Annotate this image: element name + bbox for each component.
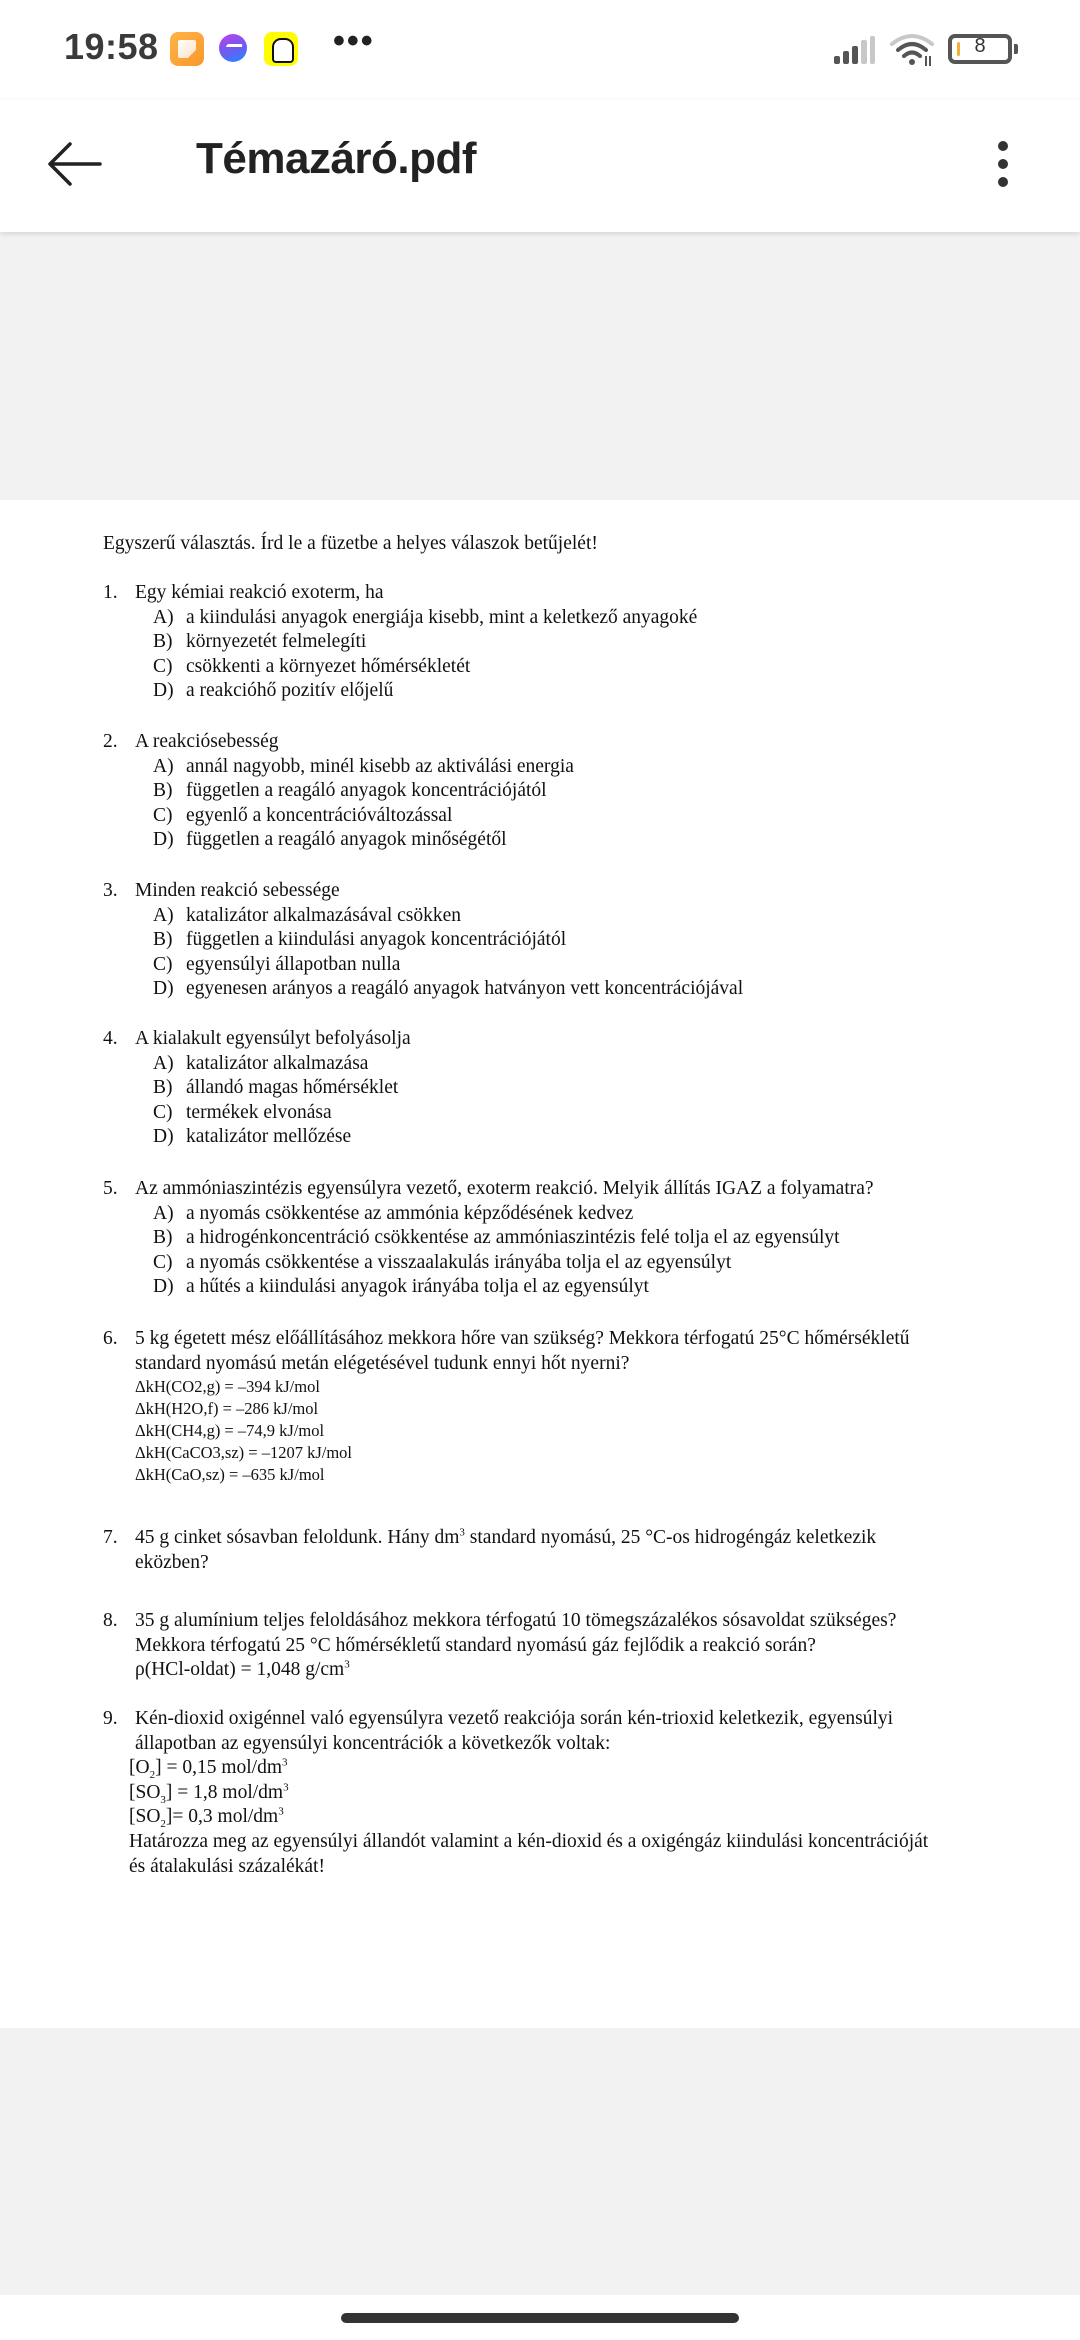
question-text: 45 g cinket sósavban feloldunk. Hány $dm^3$ standard nyomású, 25 °C-os hidrogéngáz keletkezik	[135, 1526, 877, 1548]
question-stem: Minden reakció sebessége	[135, 880, 340, 901]
question-text: 5 kg égetett mész előállításához mekkora hőre van szükség? Mekkora térfogatú 25°C hőmérsékletű	[135, 1328, 910, 1349]
question-task: és átalakulási százalékát!	[129, 1855, 325, 1877]
enthalpy-value: ΔkH(CH4,g) = –74,9 kJ/mol	[135, 1421, 325, 1441]
option: D) független a reagáló anyagok minőségétől	[153, 829, 507, 851]
question-4	[103, 1027, 983, 1150]
gesture-navigation-bar[interactable]	[341, 2313, 739, 2323]
question-stem: Az ammóniaszintézis egyensúlyra vezető, exoterm reakció. Melyik állítás IGAZ a folyamatra?	[135, 1178, 874, 1199]
question-1	[103, 581, 983, 704]
question-text: 35 g alumínium teljes feloldásához mekkora térfogatú 10 tömegszázalékos sósavoldat szükséges?	[135, 1610, 897, 1631]
question-number: 1.	[103, 582, 118, 603]
option: C) egyenlő a koncentrációváltozással	[153, 804, 453, 826]
option: B) a hidrogénkoncentráció csökkentése az ammóniaszintézis felé tolja el az egyensúlyt	[153, 1227, 840, 1249]
option: D) a reakcióhő pozitív előjelű	[153, 680, 394, 702]
option: C) a nyomás csökkentése a visszaalakulás irányába tolja el az egyensúlyt	[153, 1251, 732, 1273]
option: D) katalizátor mellőzése	[153, 1126, 352, 1148]
document-title: Témazáró.pdf	[196, 134, 477, 183]
instruction-text: Egyszerű választás. Írd le a füzetbe a helyes válaszok betűjelét!	[103, 533, 598, 554]
question-7	[103, 1526, 983, 1575]
battery-icon	[948, 34, 1012, 64]
cell-signal-icon	[834, 36, 874, 64]
question-number: 4.	[103, 1028, 118, 1049]
option: C) egyensúlyi állapotban nulla	[153, 953, 401, 975]
option: A) a kiindulási anyagok energiája kisebb, mint a keletkező anyagoké	[153, 606, 698, 628]
messenger-icon	[219, 34, 247, 62]
option: A) katalizátor alkalmazásával csökken	[153, 904, 462, 926]
snapchat-icon	[264, 32, 298, 66]
option: C) termékek elvonása	[153, 1101, 332, 1123]
notes-app-icon	[170, 32, 204, 66]
pdf-viewer[interactable]	[0, 232, 1080, 2295]
option: A) annál nagyobb, minél kisebb az aktiválási energia	[153, 755, 574, 777]
question-number: 9.	[103, 1708, 118, 1729]
question-text: Mekkora térfogatú 25 °C hőmérsékletű standard nyomású gáz fejlődik a reakció során?	[135, 1634, 816, 1656]
concentration-value: $[O_2] = 0,15$ mol/$dm^3$	[129, 1756, 288, 1782]
question-text: állapotban az egyensúlyi koncentrációk a következők voltak:	[135, 1732, 611, 1754]
question-9	[103, 1707, 983, 1879]
clock: 19:58	[64, 26, 159, 67]
question-5	[103, 1177, 983, 1300]
question-number: 6.	[103, 1328, 118, 1349]
question-text: eközben?	[135, 1551, 209, 1573]
option: B) független a kiindulási anyagok koncentrációjától	[153, 929, 567, 951]
question-3	[103, 879, 983, 1002]
battery-level: 8	[974, 35, 986, 57]
question-number: 8.	[103, 1610, 118, 1631]
more-options-button[interactable]	[980, 128, 1026, 200]
question-stem: A reakciósebesség	[135, 731, 279, 752]
question-8	[103, 1609, 983, 1683]
question-text: Kén-dioxid oxigénnel való egyensúlyra vezető reakciója során kén-trioxid keletkezik, egyensúlyi	[135, 1708, 894, 1729]
app-bar	[0, 100, 1080, 232]
pdf-page	[0, 500, 1080, 2028]
status-bar	[0, 0, 1080, 100]
wifi-icon	[890, 32, 934, 66]
question-number: 7.	[103, 1527, 118, 1548]
enthalpy-value: ΔkH(CO2,g) = –394 kJ/mol	[135, 1377, 320, 1397]
option: B) független a reagáló anyagok koncentrációjától	[153, 780, 547, 802]
question-2	[103, 730, 983, 853]
question-number: 2.	[103, 731, 118, 752]
concentration-value: $[SO_3] = 1,8$ mol/$dm^3$	[129, 1781, 289, 1806]
question-6	[103, 1327, 983, 1486]
density-value: ρ(HCl-oldat) = 1,048 $g/cm^3$	[135, 1658, 350, 1681]
arrow-left-icon	[46, 140, 102, 188]
enthalpy-value: ΔkH(H2O,f) = –286 kJ/mol	[135, 1399, 319, 1419]
question-stem: Egy kémiai reakció exoterm, ha	[135, 582, 384, 603]
back-button[interactable]	[38, 128, 110, 200]
question-number: 3.	[103, 880, 118, 901]
more-vertical-icon	[998, 141, 1008, 151]
concentration-value: $[SO_2]= 0,3$ mol/$dm^3$	[129, 1805, 284, 1831]
option: A) a nyomás csökkentése az ammónia képződésének kedvez	[153, 1202, 634, 1224]
enthalpy-value: ΔkH(CaO,sz) = –635 kJ/mol	[135, 1465, 325, 1485]
question-number: 5.	[103, 1178, 118, 1199]
option: C) csökkenti a környezet hőmérsékletét	[153, 655, 471, 677]
option: B) környezetét felmelegíti	[153, 631, 367, 653]
option: A) katalizátor alkalmazása	[153, 1052, 369, 1074]
option: B) állandó magas hőmérséklet	[153, 1077, 399, 1099]
more-notifications-icon: •••	[333, 22, 375, 60]
question-text: standard nyomású metán elégetésével tudunk ennyi hőt nyerni?	[135, 1352, 630, 1374]
option: D) a hűtés a kiindulási anyagok irányába tolja el az egyensúlyt	[153, 1276, 649, 1298]
question-task: Határozza meg az egyensúlyi állandót valamint a kén-dioxid és a oxigéngáz kiindulási koncentrációját	[129, 1830, 929, 1852]
question-stem: A kialakult egyensúlyt befolyásolja	[135, 1028, 411, 1049]
enthalpy-value: ΔkH(CaCO3,sz) = –1207 kJ/mol	[135, 1443, 352, 1463]
option: D) egyenesen arányos a reagáló anyagok hatványon vett koncentrációjával	[153, 978, 744, 1000]
